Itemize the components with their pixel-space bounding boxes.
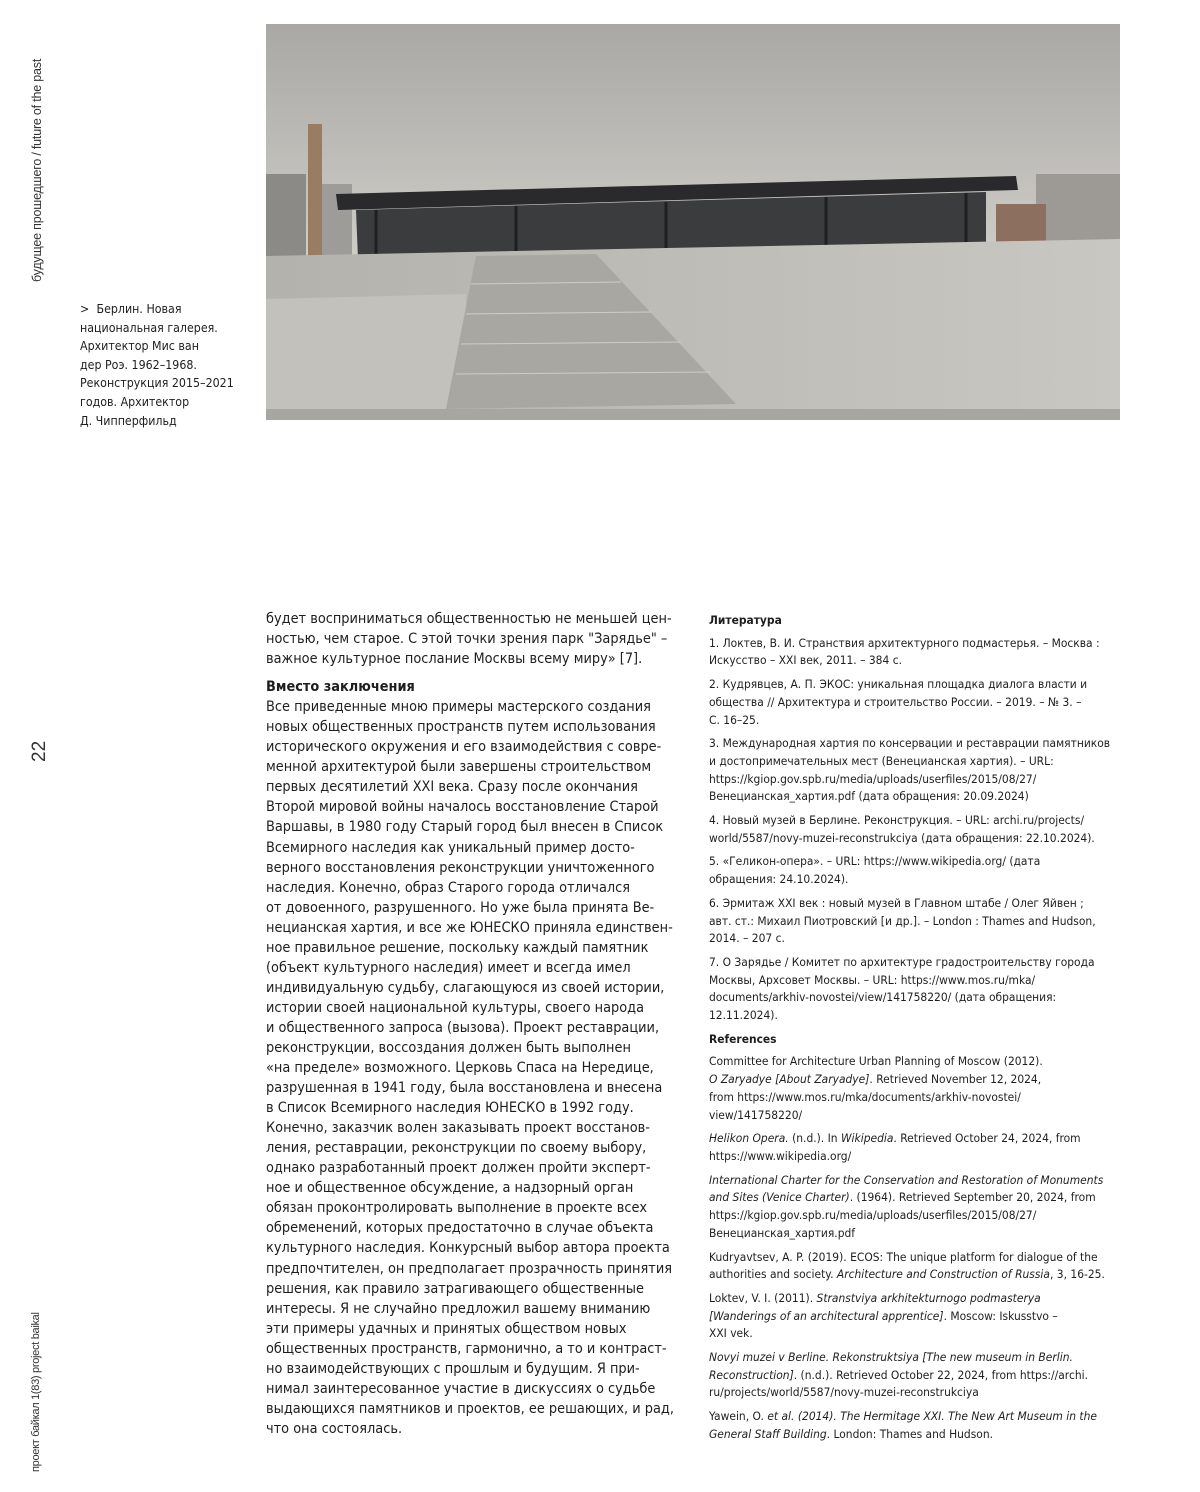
entry-line xyxy=(709,1207,1123,1225)
entry-text: обращения: 24.10.2024). xyxy=(709,872,849,887)
entry-text: https://kgiop.gov.spb.ru/media/uploads/userfiles/2015/08/27/ xyxy=(709,1208,1037,1223)
entry-line xyxy=(709,1172,1123,1190)
entry-text: (n.d.). In xyxy=(788,1131,841,1146)
text-line: общественных пространств, гармонично, а то и контраст- xyxy=(266,1340,667,1357)
entry-text: from https://www.mos.ru/mka/documents/arkhiv-novostei/ xyxy=(709,1089,1021,1104)
entry-line xyxy=(709,771,1123,789)
reference-entry xyxy=(709,1053,1123,1124)
entry-text: авт. ст.: Михаил Пиотровский [и др.]. – London : Thames and Hudson, xyxy=(709,913,1096,928)
reference-entry xyxy=(709,1172,1123,1243)
literature-entry xyxy=(709,812,1123,847)
entry-text: . (1964). Retrieved September 20, 2024, from xyxy=(849,1190,1096,1205)
entry-line xyxy=(709,1107,1123,1125)
entry-line xyxy=(709,972,1123,990)
entry-text: Committee for Architecture Urban Planning of Moscow (2012). xyxy=(709,1054,1043,1069)
entry-line xyxy=(709,753,1123,771)
text-line: ное и общественное обсуждение, а надзорный орган xyxy=(266,1180,634,1197)
text-line: новых общественных пространств путем использования xyxy=(266,719,656,736)
italic-text: International Charter for the Conservation and Restoration of Monuments xyxy=(709,1172,1104,1187)
entry-line xyxy=(709,694,1123,712)
caption-marker: > xyxy=(80,302,90,316)
entry-line xyxy=(709,1367,1123,1385)
entry-line xyxy=(709,735,1123,753)
references-heading: References xyxy=(709,1031,777,1046)
literature-entry xyxy=(709,735,1123,806)
entry-line xyxy=(709,1071,1123,1089)
entry-line xyxy=(709,652,1123,670)
reference-entry xyxy=(709,1349,1123,1402)
text-line: наследия. Конечно, образ Старого города отличался xyxy=(266,879,631,896)
entry-line xyxy=(709,676,1123,694)
reference-entry xyxy=(709,1408,1123,1443)
entry-text: Искусство – XXI век, 2011. – 384 с. xyxy=(709,653,902,668)
entry-line xyxy=(709,853,1123,871)
reference-entry xyxy=(709,1249,1123,1284)
italic-text: Wikipedia xyxy=(840,1131,894,1146)
entry-text: 5. «Геликон-опера». – URL: https://www.wikipedia.org/ (дата xyxy=(709,854,1041,869)
text-line: предпочтителен, он предполагает прозрачность принятия xyxy=(266,1260,673,1277)
literature-entry xyxy=(709,954,1123,1025)
caption-line xyxy=(80,412,242,431)
entry-text: Венецианская_хартия.pdf xyxy=(709,1225,856,1240)
issue-line: проект байкал 1(83) project baikal xyxy=(30,1312,42,1472)
entry-text: . Retrieved November 12, 2024, xyxy=(869,1072,1042,1087)
entry-line xyxy=(709,1426,1123,1444)
text-line: реконструкции, воссоздания должен быть выполнен xyxy=(266,1039,631,1056)
text-line: будет восприниматься общественностью не меньшей цен- xyxy=(266,611,672,627)
text-line: истории своей национальной культуры, своего народа xyxy=(266,999,645,1016)
italic-text: Stranstviya arkhitekturnogo podmasterya xyxy=(816,1290,1041,1305)
literature-entry xyxy=(709,853,1123,888)
entry-text: . Retrieved October 24, 2024, from xyxy=(893,1131,1081,1146)
entry-line xyxy=(709,954,1123,972)
text-line: однако разработанный проект должен пройти эксперт- xyxy=(266,1160,651,1177)
photo-new-national-gallery xyxy=(266,24,1120,420)
text-line: первых десятилетий XXI века. Сразу после окончания xyxy=(266,779,638,796)
entry-text: Loktev, V. I. (2011). xyxy=(709,1290,817,1305)
text-line: и общественного запроса (вызова). Проект реставрации, xyxy=(266,1019,660,1036)
entry-text: https://kgiop.gov.spb.ru/media/uploads/userfiles/2015/08/27/ xyxy=(709,771,1037,786)
entry-line xyxy=(709,1266,1123,1284)
text-line: нецианская хартия, и все же ЮНЕСКО приняла единствен- xyxy=(266,919,673,936)
caption-line xyxy=(80,393,242,412)
text-line: что она состоялась. xyxy=(266,1420,403,1437)
text-line: верного восстановления реконструкции уничтоженного xyxy=(266,859,655,876)
entry-text: 7. О Зарядье / Комитет по архитектуре градостроительству города xyxy=(709,954,1095,969)
literature-list xyxy=(709,635,1123,1025)
text-line: (объект культурного наследия) имеет и всегда имел xyxy=(266,959,631,976)
entry-line xyxy=(709,1089,1123,1107)
caption-line xyxy=(80,300,242,319)
entry-line xyxy=(709,895,1123,913)
entry-line xyxy=(709,788,1123,806)
caption-text: национальная галерея. xyxy=(80,320,218,335)
text-line: ностью, чем старое. С этой точки зрения парк "Зарядье" – xyxy=(266,631,668,648)
entry-text: . (n.d.). Retrieved October 22, 2024, from https://archi. xyxy=(793,1367,1089,1382)
caption-text: годов. Архитектор xyxy=(80,394,190,409)
entry-text: 12.11.2024). xyxy=(709,1008,778,1023)
text-line: решения, как правило затрагивающего общественные xyxy=(266,1280,644,1297)
caption-text: дер Роэ. 1962–1968. xyxy=(80,357,197,372)
entry-line xyxy=(709,1249,1123,1267)
entry-line xyxy=(709,1007,1123,1025)
entry-line xyxy=(709,1308,1123,1326)
italic-text: [Wanderings of an architectural apprentice] xyxy=(709,1308,944,1323)
entry-line xyxy=(709,1290,1123,1308)
entry-line xyxy=(709,1053,1123,1071)
caption-text: Д. Чипперфильд xyxy=(80,413,177,428)
entry-text: Yawein, O. xyxy=(709,1409,768,1424)
entry-text: 2. Кудрявцев, А. П. ЭКОС: уникальная площадка диалога власти и xyxy=(709,677,1088,692)
entry-line xyxy=(709,1384,1123,1402)
entry-line xyxy=(709,1349,1123,1367)
entry-text: Венецианская_хартия.pdf (дата обращения: 20.09.2024) xyxy=(709,789,1029,804)
italic-text: Novyi muzei v Berline. Rekonstruktsiya [The new museum in Berlin. xyxy=(709,1350,1073,1365)
text-line: индивидуальную судьбу, слагающуюся из своей истории, xyxy=(266,979,665,996)
italic-text: Reconstruction] xyxy=(709,1367,794,1382)
entry-line xyxy=(709,635,1123,653)
italic-text: General Staff Building xyxy=(709,1426,827,1441)
entry-text: 6. Эрмитаж XXI век : новый музей в Главном штабе / Олег Яйвен ; xyxy=(709,895,1084,910)
reference-entry xyxy=(709,1290,1123,1343)
entry-line xyxy=(709,830,1123,848)
text-line: разрушенная в 1941 году, была восстановлена и внесена xyxy=(266,1080,663,1097)
reference-entry xyxy=(709,1130,1123,1165)
text-line: нимал заинтересованное участие в дискуссиях о судьбе xyxy=(266,1380,656,1397)
caption-text: Архитектор Мис ван xyxy=(80,339,199,354)
photo-caption xyxy=(80,300,242,430)
text-line: ления, реставрации, реконструкции по своему выбору, xyxy=(266,1140,647,1157)
entry-line xyxy=(709,1325,1123,1343)
text-line: Второй мировой войны началось восстановление Старой xyxy=(266,799,659,816)
italic-text: and Sites (Venice Charter) xyxy=(709,1190,850,1205)
text-line: Варшавы, в 1980 году Старый город был внесен в Список xyxy=(266,819,664,836)
entry-text: , 3, 16-25. xyxy=(1049,1267,1105,1282)
text-line: в Список Всемирного наследия ЮНЕСКО в 1992 году. xyxy=(266,1100,634,1117)
entry-text: 4. Новый музей в Берлине. Реконструкция. – URL: archi.ru/projects/ xyxy=(709,813,1085,828)
text-line: выдающихся памятников и проектов, ее решающих, и рад, xyxy=(266,1400,674,1417)
entry-text: 2014. – 207 с. xyxy=(709,931,785,946)
text-line: эти примеры удачных и принятых обществом новых xyxy=(266,1320,627,1337)
italic-text: et al. (2014). The Hermitage XXI. The New Art Museum in the xyxy=(767,1409,1097,1424)
entry-line xyxy=(709,871,1123,889)
entry-line xyxy=(709,1408,1123,1426)
entry-text: и достопримечательных мест (Венецианская хартия). – URL: xyxy=(709,753,1054,768)
running-head: будущее прошедшего / future of the past xyxy=(30,58,44,282)
entry-text: . Moscow: Iskusstvo – xyxy=(943,1308,1058,1323)
entry-line xyxy=(709,1148,1123,1166)
text-line: ное правильное решение, поскольку каждый памятник xyxy=(266,939,649,956)
entry-text: 3. Международная хартия по консервации и реставрации памятников xyxy=(709,736,1111,751)
entry-text: XXI vek. xyxy=(709,1326,753,1341)
entry-text: общества // Архитектура и строительство России. – 2019. – № 3. – xyxy=(709,694,1082,709)
intro-paragraph xyxy=(266,609,682,669)
italic-text: Architecture and Construction of Russia xyxy=(836,1267,1050,1282)
literature-heading: Литература xyxy=(709,613,782,627)
bibliography-column xyxy=(709,612,1123,1450)
literature-entry xyxy=(709,635,1123,670)
body-paragraph xyxy=(266,697,682,1439)
entry-text: С. 16–25. xyxy=(709,712,760,727)
entry-text: 1. Локтев, В. И. Странствия архитектурного подмастерья. – Москва : xyxy=(709,635,1100,650)
entry-text: ru/projects/world/5587/novy-muzei-reconstrukciya xyxy=(709,1385,979,1400)
caption-text: Берлин. Новая xyxy=(96,302,182,316)
text-line: обязан проконтролировать выполнение в проекте всех xyxy=(266,1200,648,1217)
text-line: культурного наследия. Конкурсный выбор автора проекта xyxy=(266,1240,670,1257)
section-heading: Вместо заключения xyxy=(266,679,415,696)
caption-line xyxy=(80,374,242,393)
entry-line xyxy=(709,989,1123,1007)
entry-line xyxy=(709,712,1123,730)
text-line: менной архитектурой были завершены строительством xyxy=(266,759,652,776)
entry-line xyxy=(709,1189,1123,1207)
main-text-column xyxy=(266,609,682,1439)
entry-line xyxy=(709,812,1123,830)
caption-line xyxy=(80,337,242,356)
italic-text: O Zaryadye [About Zaryadye] xyxy=(709,1072,870,1087)
caption-text: Реконструкция 2015–2021 xyxy=(80,376,234,391)
entry-text: Москвы, Архсовет Москвы. – URL: https://www.mos.ru/mka/ xyxy=(709,972,1036,987)
text-line: исторического окружения и его взаимодействия с совре- xyxy=(266,739,662,756)
entry-text: world/5587/novy-muzei-reconstrukciya (дата обращения: 22.10.2024). xyxy=(709,830,1095,845)
text-line: интересы. Я не случайно предложил вашему вниманию xyxy=(266,1300,651,1317)
entry-text: https://www.wikipedia.org/ xyxy=(709,1148,852,1163)
text-line: но взаимодействующих с прошлым и будущим. Я при- xyxy=(266,1360,640,1377)
entry-text: authorities and society. xyxy=(709,1267,837,1282)
page-number: 22 xyxy=(29,740,50,762)
entry-line xyxy=(709,1130,1123,1148)
italic-text: Helikon Opera. xyxy=(709,1131,789,1146)
caption-line xyxy=(80,319,242,338)
references-list xyxy=(709,1053,1123,1443)
entry-line xyxy=(709,913,1123,931)
entry-line xyxy=(709,930,1123,948)
entry-text: documents/arkhiv-novostei/view/141758220/ (дата обращения: xyxy=(709,990,1057,1005)
literature-entry xyxy=(709,676,1123,729)
entry-text: view/141758220/ xyxy=(709,1107,803,1122)
text-line: обременений, которых предостаточно в случае объекта xyxy=(266,1220,654,1237)
text-line: от довоенного, разрушенного. Но уже была принята Ве- xyxy=(266,899,655,916)
text-line: Всемирного наследия как уникальный пример досто- xyxy=(266,839,635,856)
text-line: важное культурное послание Москвы всему миру» [7]. xyxy=(266,651,643,668)
text-line: «на пределе» возможного. Церковь Спаса на Нередице, xyxy=(266,1060,654,1077)
literature-entry xyxy=(709,895,1123,948)
text-line: Все приведенные мною примеры мастерского создания xyxy=(266,699,651,716)
text-line: Конечно, заказчик волен заказывать проект восстанов- xyxy=(266,1120,650,1137)
entry-text: Kudryavtsev, A. P. (2019). ECOS: The unique platform for dialogue of the xyxy=(709,1249,1098,1264)
caption-line xyxy=(80,356,242,375)
entry-line xyxy=(709,1225,1123,1243)
entry-text: . London: Thames and Hudson. xyxy=(826,1426,994,1441)
